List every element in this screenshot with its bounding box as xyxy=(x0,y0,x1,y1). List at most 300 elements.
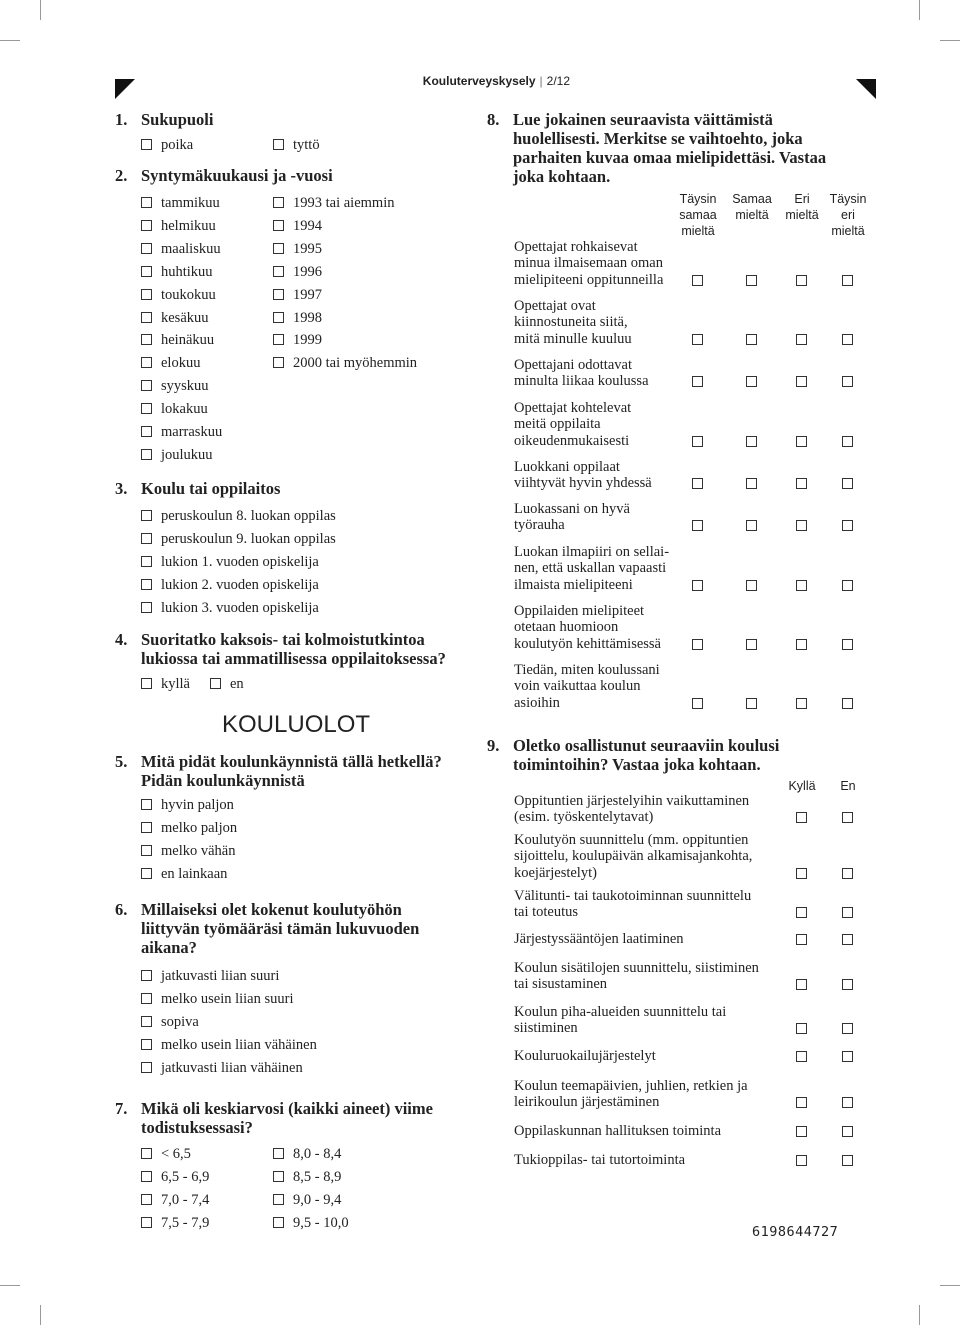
activity-line: Välitunti- tai taukotoiminnan suunnittelu xyxy=(514,888,752,904)
checkbox[interactable] xyxy=(692,376,703,387)
checkbox[interactable] xyxy=(141,1148,152,1159)
option-kylla[interactable] xyxy=(141,676,190,692)
checkbox[interactable] xyxy=(141,510,152,521)
statement-line: mitä minulle kuuluu xyxy=(514,330,632,347)
page-header: Kouluterveyskysely | 2/12 xyxy=(422,74,570,88)
statement-7 xyxy=(514,544,684,593)
option-label: lukion 2. vuoden opiskelija xyxy=(161,576,319,593)
question-title: liittyvän työmääräsi tämän lukuvuoden xyxy=(141,919,420,938)
question-number: 7. xyxy=(115,1099,128,1118)
statement-line: Luokassani on hyvä xyxy=(514,501,630,517)
statement-6 xyxy=(514,501,684,534)
checkbox[interactable] xyxy=(692,436,703,447)
opinion-option[interactable] xyxy=(141,797,234,813)
option-label: poika xyxy=(161,137,194,153)
checkbox[interactable] xyxy=(842,868,853,879)
option-label: kesäkuu xyxy=(161,309,209,326)
month-option[interactable] xyxy=(141,378,209,394)
checkbox[interactable] xyxy=(692,520,703,531)
option-label: 6,5 - 6,9 xyxy=(161,1169,210,1185)
checkbox[interactable] xyxy=(746,580,757,591)
survey-title: Kouluterveyskysely xyxy=(422,74,536,88)
statement-line: minulta liikaa koulussa xyxy=(514,373,649,390)
checkbox[interactable] xyxy=(141,1194,152,1205)
checkbox[interactable] xyxy=(746,334,757,345)
checkbox[interactable] xyxy=(141,845,152,856)
yes-no-column-header: En xyxy=(840,779,856,793)
activity-3 xyxy=(514,888,774,921)
option-label: lokakuu xyxy=(161,401,208,418)
option-label: elokuu xyxy=(161,355,201,372)
question-number: 1. xyxy=(115,110,128,129)
question-title: Oletko osallistunut seuraaviin koulusi xyxy=(513,736,780,755)
option-label: 7,5 - 7,9 xyxy=(161,1215,210,1231)
checkbox[interactable] xyxy=(141,579,152,590)
checkbox[interactable] xyxy=(796,639,807,650)
checkbox[interactable] xyxy=(141,602,152,613)
activity-line: Kouluruokailujärjestelyt xyxy=(514,1048,656,1064)
checkbox[interactable] xyxy=(141,678,152,689)
activity-line: koejärjestelyt) xyxy=(514,864,597,881)
checkbox[interactable] xyxy=(842,376,853,387)
option-label: 9,5 - 10,0 xyxy=(293,1215,349,1231)
option-label: heinäkuu xyxy=(161,332,215,349)
workload-option[interactable] xyxy=(141,1014,199,1030)
statement-line: Opettajat kohtelevat xyxy=(514,400,632,416)
checkbox[interactable] xyxy=(842,639,853,650)
activity-line: Tukioppilas- tai tutortoiminta xyxy=(514,1152,686,1168)
checkbox[interactable] xyxy=(842,520,853,531)
checkbox[interactable] xyxy=(141,556,152,567)
checkbox[interactable] xyxy=(796,376,807,387)
option-label: peruskoulun 8. luokan oppilas xyxy=(161,508,336,524)
question-title: parhaiten kuvaa omaa mielipidettäsi. Vastaa xyxy=(513,148,827,167)
month-option[interactable] xyxy=(141,424,222,440)
checkbox[interactable] xyxy=(842,1023,853,1034)
checkbox[interactable] xyxy=(796,812,807,823)
year-option[interactable] xyxy=(273,310,322,326)
checkbox[interactable] xyxy=(141,449,152,460)
checkbox[interactable] xyxy=(692,275,703,286)
option-label: 7,0 - 7,4 xyxy=(161,1192,210,1208)
opinion-option[interactable] xyxy=(141,820,237,836)
checkbox[interactable] xyxy=(842,478,853,489)
option-label: maaliskuu xyxy=(161,240,221,257)
statement-line: minua ilmaisemaan oman xyxy=(514,255,663,272)
checkbox[interactable] xyxy=(141,822,152,833)
option-label: tyttö xyxy=(293,137,320,153)
checkbox[interactable] xyxy=(273,243,284,254)
statement-line: Luokkani oppilaat xyxy=(514,459,620,475)
checkbox[interactable] xyxy=(692,334,703,345)
month-option[interactable] xyxy=(141,332,214,348)
option-label: < 6,5 xyxy=(161,1146,191,1162)
question-title: todistuksessasi? xyxy=(141,1118,253,1137)
option-label: syyskuu xyxy=(161,378,209,395)
checkbox[interactable] xyxy=(796,436,807,447)
statement-line: voin vaikuttaa koulun xyxy=(514,678,641,695)
question-title: Mikä oli keskiarvosi (kaikki aineet) viime xyxy=(141,1099,433,1118)
statement-line: Opettajat ovat xyxy=(514,298,596,314)
question-title: joka kohtaan. xyxy=(513,167,611,186)
month-option[interactable] xyxy=(141,218,216,234)
option-label: 2000 tai myöhemmin xyxy=(293,355,418,372)
month-option[interactable] xyxy=(141,447,213,463)
month-option[interactable] xyxy=(141,310,209,326)
checkbox[interactable] xyxy=(141,533,152,544)
column-header-line: mieltä xyxy=(831,224,865,238)
checkbox[interactable] xyxy=(273,1217,284,1228)
checkbox[interactable] xyxy=(141,868,152,879)
option-label: 1996 xyxy=(293,263,322,280)
option-label: joulukuu xyxy=(161,446,213,463)
checkbox[interactable] xyxy=(141,1171,152,1182)
crop-mark xyxy=(0,1285,20,1286)
statement-line: kiinnostuneita siitä, xyxy=(514,314,628,331)
workload-option[interactable] xyxy=(141,1037,317,1053)
checkbox[interactable] xyxy=(842,436,853,447)
question-title: Suoritatko kaksois- tai kolmoistutkintoa xyxy=(141,630,425,649)
statement-line: Opettajat rohkaisevat xyxy=(514,239,638,255)
checkbox[interactable] xyxy=(273,139,284,150)
column-header-line: Samaa xyxy=(732,192,772,206)
grade-option[interactable] xyxy=(273,1146,341,1162)
question-title: huolellisesti. Merkitse se vaihtoehto, joka xyxy=(513,129,803,148)
activity-line: Koulun sisätilojen suunnittelu, siistiminen xyxy=(514,960,759,976)
workload-option[interactable] xyxy=(141,968,279,984)
checkbox[interactable] xyxy=(141,426,152,437)
checkbox[interactable] xyxy=(141,312,152,323)
activity-4 xyxy=(514,931,774,947)
month-option[interactable] xyxy=(141,287,216,303)
checkbox[interactable] xyxy=(273,197,284,208)
question-number: 8. xyxy=(487,110,500,129)
checkbox[interactable] xyxy=(692,698,703,709)
activity-line: Järjestyssääntöjen laatiminen xyxy=(514,931,684,947)
option-en[interactable] xyxy=(210,676,244,692)
statement-line: työrauha xyxy=(514,517,565,534)
month-option[interactable] xyxy=(141,195,220,211)
activity-10 xyxy=(514,1152,774,1168)
crop-mark xyxy=(40,0,41,20)
activity-line: Koulun teemapäivien, juhlien, retkien ja xyxy=(514,1078,748,1094)
checkbox[interactable] xyxy=(842,1126,853,1137)
checkbox[interactable] xyxy=(141,993,152,1004)
checkbox[interactable] xyxy=(141,970,152,981)
checkbox[interactable] xyxy=(141,1016,152,1027)
activity-line: tai toteutus xyxy=(514,904,579,921)
checkbox[interactable] xyxy=(842,979,853,990)
checkbox[interactable] xyxy=(273,1171,284,1182)
checkbox[interactable] xyxy=(796,1126,807,1137)
grade-option[interactable] xyxy=(141,1215,209,1231)
month-option[interactable] xyxy=(141,355,200,371)
school-option[interactable] xyxy=(141,600,319,616)
statement-4 xyxy=(514,400,684,449)
grade-option[interactable] xyxy=(273,1192,341,1208)
checkbox[interactable] xyxy=(796,1023,807,1034)
activity-7 xyxy=(514,1048,774,1064)
crop-mark xyxy=(940,1285,960,1286)
column-header-line: Täysin xyxy=(679,192,717,206)
question-number: 4. xyxy=(115,630,128,649)
activity-line: Koulutyön suunnittelu (mm. oppituntien xyxy=(514,832,749,848)
checkbox[interactable] xyxy=(141,289,152,300)
checkbox[interactable] xyxy=(141,220,152,231)
checkbox[interactable] xyxy=(796,275,807,286)
activity-line: siistiminen xyxy=(514,1020,578,1037)
statement-8 xyxy=(514,603,684,652)
statement-9 xyxy=(514,662,684,711)
checkbox[interactable] xyxy=(796,1051,807,1062)
workload-option[interactable] xyxy=(141,1060,303,1076)
checkbox[interactable] xyxy=(141,1217,152,1228)
option-label: kyllä xyxy=(161,676,190,692)
checkbox[interactable] xyxy=(141,139,152,150)
question-number: 3. xyxy=(115,479,128,498)
checkbox[interactable] xyxy=(746,520,757,531)
checkbox[interactable] xyxy=(842,580,853,591)
checkbox[interactable] xyxy=(692,478,703,489)
year-option[interactable] xyxy=(273,195,394,211)
option-label: lukion 1. vuoden opiskelija xyxy=(161,553,319,570)
checkbox[interactable] xyxy=(796,334,807,345)
option-label: 1998 xyxy=(293,309,322,326)
crop-mark xyxy=(0,40,20,41)
statement-line: ilmaista mielipiteeni xyxy=(514,576,633,593)
likert-column-header xyxy=(818,191,878,239)
question-title: Mitä pidät koulunkäynnistä tällä hetkellä? xyxy=(141,752,442,771)
year-option[interactable] xyxy=(273,355,417,371)
crop-mark xyxy=(40,1305,41,1325)
column-header-line: mieltä xyxy=(785,208,819,222)
statement-line: Opettajani odottavat xyxy=(514,357,632,373)
registration-mark-right xyxy=(856,79,876,99)
year-option[interactable] xyxy=(273,218,322,234)
checkbox[interactable] xyxy=(141,334,152,345)
option-label: helmikuu xyxy=(161,217,216,234)
activity-6 xyxy=(514,1004,774,1037)
checkbox[interactable] xyxy=(842,934,853,945)
option-label: 1999 xyxy=(293,332,322,349)
activity-line: Oppituntien järjestelyihin vaikuttaminen xyxy=(514,793,750,809)
activity-line: leirikoulun järjestäminen xyxy=(514,1094,660,1111)
grade-option[interactable] xyxy=(141,1192,209,1208)
checkbox[interactable] xyxy=(842,1097,853,1108)
checkbox[interactable] xyxy=(796,1097,807,1108)
option-label: melko usein liian vähäinen xyxy=(161,1037,317,1053)
activity-line: sijoittelu, koulupäivän alkamisajankohta, xyxy=(514,848,753,865)
checkbox[interactable] xyxy=(273,1148,284,1159)
statement-line: nen, että uskallan vapaasti xyxy=(514,560,667,577)
checkbox[interactable] xyxy=(796,520,807,531)
option-label: en xyxy=(230,676,244,692)
statement-line: Oppilaiden mielipiteet xyxy=(514,603,645,619)
checkbox[interactable] xyxy=(796,698,807,709)
crop-mark xyxy=(940,40,960,41)
option-label: toukokuu xyxy=(161,286,216,303)
activity-9 xyxy=(514,1123,774,1139)
checkbox[interactable] xyxy=(842,907,853,918)
page-number: 2/12 xyxy=(546,74,570,88)
checkbox[interactable] xyxy=(210,678,221,689)
checkbox[interactable] xyxy=(273,220,284,231)
option-label: marraskuu xyxy=(161,424,223,440)
question-title: Koulu tai oppilaitos xyxy=(141,479,281,498)
grade-option[interactable] xyxy=(273,1169,341,1185)
column-header-line: samaa xyxy=(679,208,717,222)
month-option[interactable] xyxy=(141,241,221,257)
checkbox[interactable] xyxy=(273,357,284,368)
checkbox[interactable] xyxy=(273,266,284,277)
checkbox[interactable] xyxy=(141,1039,152,1050)
checkbox[interactable] xyxy=(746,478,757,489)
school-option[interactable] xyxy=(141,531,336,547)
likert-column-header xyxy=(668,191,728,239)
option-tytto[interactable] xyxy=(273,137,320,153)
year-option[interactable] xyxy=(273,264,322,280)
statement-line: mielipiteeni oppitunneilla xyxy=(514,271,664,288)
option-label: melko vähän xyxy=(161,842,236,859)
checkbox[interactable] xyxy=(141,380,152,391)
question-title: Millaiseksi olet kokenut koulutyöhön xyxy=(141,900,402,919)
option-label: 1997 xyxy=(293,286,322,303)
activity-5 xyxy=(514,960,774,993)
school-option[interactable] xyxy=(141,508,336,524)
question-number: 9. xyxy=(487,736,500,755)
checkbox[interactable] xyxy=(842,812,853,823)
section-title: KOULUOLOT xyxy=(222,711,371,738)
checkbox[interactable] xyxy=(746,275,757,286)
yes-no-column-header: Kyllä xyxy=(788,779,816,793)
checkbox[interactable] xyxy=(141,266,152,277)
statement-line: otetaan huomioon xyxy=(514,619,619,636)
opinion-option[interactable] xyxy=(141,866,227,882)
statement-line: oikeudenmukaisesti xyxy=(514,432,630,449)
question-title: Lue jokainen seuraavista väittämistä xyxy=(513,110,773,129)
year-option[interactable] xyxy=(273,332,322,348)
grade-option[interactable] xyxy=(141,1146,191,1162)
grade-option[interactable] xyxy=(273,1215,349,1231)
statement-1 xyxy=(514,239,684,288)
question-number: 6. xyxy=(115,900,128,919)
column-header-line: eri xyxy=(841,208,855,222)
checkbox[interactable] xyxy=(273,312,284,323)
checkbox[interactable] xyxy=(273,289,284,300)
question-title: lukiossa tai ammatillisessa oppilaitoksessa? xyxy=(141,649,446,668)
statement-5 xyxy=(514,459,684,492)
year-option[interactable] xyxy=(273,241,322,257)
school-option[interactable] xyxy=(141,554,319,570)
question-number: 5. xyxy=(115,752,128,771)
checkbox[interactable] xyxy=(842,275,853,286)
crop-mark xyxy=(919,1305,920,1325)
checkbox[interactable] xyxy=(796,1155,807,1166)
option-label: en lainkaan xyxy=(161,865,228,882)
option-label: hyvin paljon xyxy=(161,797,234,813)
checkbox[interactable] xyxy=(273,1194,284,1205)
checkbox[interactable] xyxy=(796,907,807,918)
column-header-line: mieltä xyxy=(681,224,715,238)
activity-line: (esim. työskentelytavat) xyxy=(514,809,654,826)
checkbox[interactable] xyxy=(746,436,757,447)
checkbox[interactable] xyxy=(842,1051,853,1062)
checkbox[interactable] xyxy=(842,1155,853,1166)
option-label: melko paljon xyxy=(161,819,238,836)
opinion-option[interactable] xyxy=(141,843,236,859)
option-label: 8,5 - 8,9 xyxy=(293,1169,342,1185)
checkbox[interactable] xyxy=(273,334,284,345)
checkbox[interactable] xyxy=(796,934,807,945)
checkbox[interactable] xyxy=(141,197,152,208)
statement-line: meitä oppilaita xyxy=(514,416,601,433)
statement-line: asioihin xyxy=(514,694,560,711)
activity-line: tai sisustaminen xyxy=(514,976,608,993)
checkbox[interactable] xyxy=(141,403,152,414)
school-option[interactable] xyxy=(141,577,319,593)
checkbox[interactable] xyxy=(796,580,807,591)
question-title: Sukupuoli xyxy=(141,110,214,129)
checkbox[interactable] xyxy=(141,243,152,254)
year-option[interactable] xyxy=(273,287,322,303)
month-option[interactable] xyxy=(141,264,213,280)
grade-option[interactable] xyxy=(141,1169,209,1185)
statement-3 xyxy=(514,357,684,390)
checkbox[interactable] xyxy=(842,334,853,345)
option-label: lukion 3. vuoden opiskelija xyxy=(161,599,319,616)
option-label: 9,0 - 9,4 xyxy=(293,1192,342,1208)
option-label: melko usein liian suuri xyxy=(161,991,294,1007)
checkbox[interactable] xyxy=(141,1062,152,1073)
checkbox[interactable] xyxy=(796,979,807,990)
checkbox[interactable] xyxy=(842,698,853,709)
statement-line: viihtyvät hyvin yhdessä xyxy=(514,475,652,492)
checkbox[interactable] xyxy=(141,799,152,810)
checkbox[interactable] xyxy=(796,868,807,879)
month-option[interactable] xyxy=(141,401,208,417)
checkbox[interactable] xyxy=(746,376,757,387)
option-label: tammikuu xyxy=(161,195,220,211)
statement-line: Tiedän, miten koulussani xyxy=(514,662,660,678)
question-title: toimintoihin? Vastaa joka kohtaan. xyxy=(513,755,761,774)
checkbox[interactable] xyxy=(692,580,703,591)
option-label: jatkuvasti liian vähäinen xyxy=(161,1060,303,1076)
question-title: Pidän koulunkäynnistä xyxy=(141,771,305,790)
option-label: jatkuvasti liian suuri xyxy=(161,968,280,984)
option-poika[interactable] xyxy=(141,137,193,153)
activity-8 xyxy=(514,1078,774,1111)
crop-mark xyxy=(919,0,920,20)
checkbox[interactable] xyxy=(746,698,757,709)
column-header-line: mieltä xyxy=(735,208,769,222)
workload-option[interactable] xyxy=(141,991,294,1007)
checkbox[interactable] xyxy=(141,357,152,368)
statement-2 xyxy=(514,298,684,347)
option-label: 1994 xyxy=(293,217,322,234)
barcode-number: 6198644727 xyxy=(752,1224,839,1240)
option-label: 8,0 - 8,4 xyxy=(293,1146,342,1162)
option-label: peruskoulun 9. luokan oppilas xyxy=(161,530,336,547)
activity-2 xyxy=(514,832,774,881)
option-label: sopiva xyxy=(161,1014,199,1030)
column-header-line: Täysin xyxy=(829,192,867,206)
checkbox[interactable] xyxy=(746,639,757,650)
registration-mark-left xyxy=(115,79,135,99)
option-label: 1993 tai aiemmin xyxy=(293,195,395,211)
question-title: Syntymäkuukausi ja -vuosi xyxy=(141,166,333,185)
checkbox[interactable] xyxy=(692,639,703,650)
checkbox[interactable] xyxy=(796,478,807,489)
